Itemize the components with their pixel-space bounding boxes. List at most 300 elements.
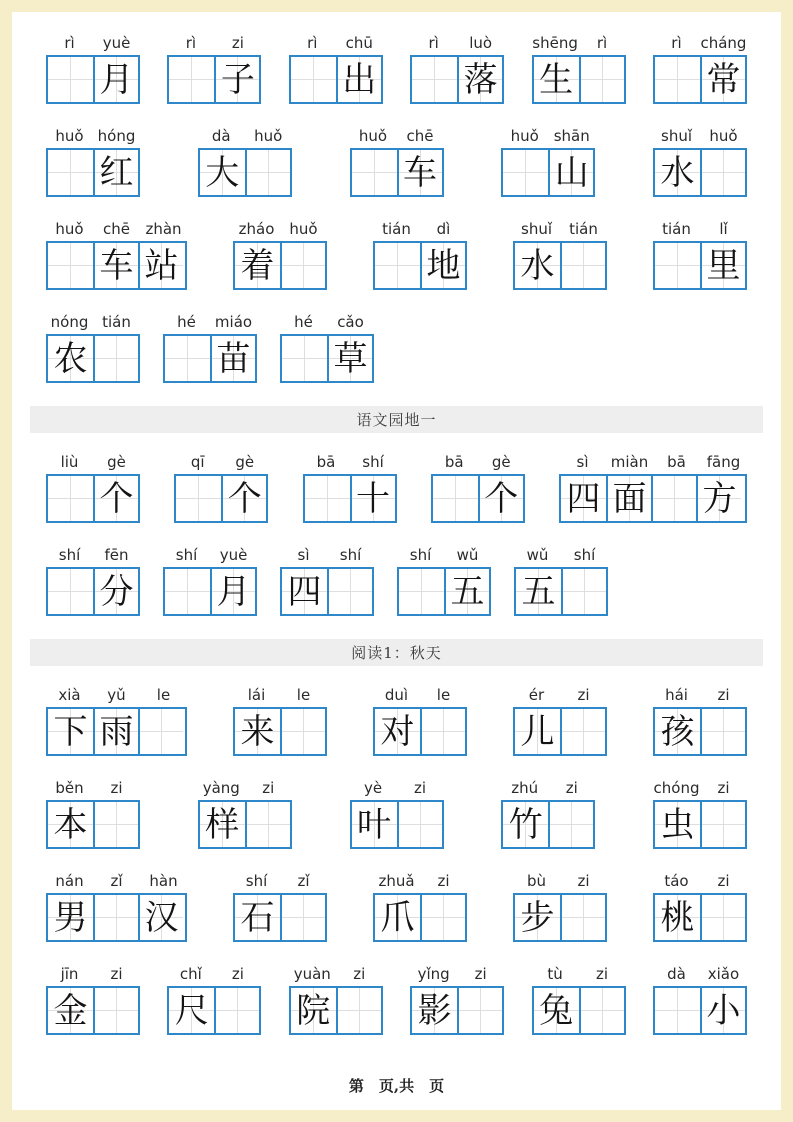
- char-cell: 农: [48, 336, 93, 381]
- char-cell: 小: [700, 988, 745, 1033]
- pinyin-syllable: yuàn: [293, 965, 331, 983]
- word-group: [167, 34, 261, 104]
- char-cell-empty: [651, 476, 696, 521]
- pinyin-row: [46, 34, 140, 52]
- pinyin-syllable: hái: [665, 686, 688, 704]
- pinyin-syllable: rì: [307, 34, 318, 52]
- char-cell: 月: [93, 57, 138, 102]
- word-row: [46, 313, 747, 383]
- char-cell-empty: [561, 569, 606, 614]
- word-group: [46, 779, 140, 849]
- pinyin-syllable: hóng: [97, 127, 136, 145]
- char-grid: [46, 55, 140, 104]
- char-cell-empty: [420, 895, 465, 940]
- pinyin-row: [397, 546, 491, 564]
- word-group: [233, 220, 327, 290]
- char-grid: [653, 707, 747, 756]
- pinyin-row: [163, 546, 257, 564]
- pinyin-syllable: sì: [297, 546, 310, 564]
- pinyin-syllable: zi: [231, 965, 244, 983]
- pinyin-row: [373, 686, 467, 704]
- word-group: [303, 453, 397, 523]
- char-cell: 汉: [138, 895, 183, 940]
- char-cell: 车: [93, 243, 138, 288]
- pinyin-row: [198, 779, 292, 797]
- pinyin-row: [233, 220, 327, 238]
- pinyin-syllable: hàn: [149, 872, 178, 890]
- word-group: [373, 872, 467, 942]
- char-cell-empty: [48, 476, 93, 521]
- section-header: [30, 406, 763, 433]
- char-cell: 里: [700, 243, 745, 288]
- word-group: [653, 34, 747, 104]
- char-cell: 红: [93, 150, 138, 195]
- word-group: [653, 127, 747, 197]
- word-row: [46, 34, 747, 104]
- char-cell-empty: [420, 709, 465, 754]
- char-cell-empty: [336, 988, 381, 1033]
- char-grid: [233, 893, 327, 942]
- pinyin-syllable: yàng: [202, 779, 240, 797]
- pinyin-row: [198, 127, 292, 145]
- char-cell: 雨: [93, 709, 138, 754]
- word-group: [559, 453, 747, 523]
- pinyin-row: [653, 220, 747, 238]
- pinyin-syllable: le: [296, 686, 311, 704]
- char-cell-empty: [375, 243, 420, 288]
- char-cell: 步: [515, 895, 560, 940]
- char-grid: [163, 334, 257, 383]
- pinyin-syllable: běn: [55, 779, 84, 797]
- pinyin-row: [46, 872, 187, 890]
- pinyin-syllable: shí: [362, 453, 384, 471]
- char-cell: 车: [397, 150, 442, 195]
- pinyin-row: [653, 34, 747, 52]
- pinyin-row: [373, 872, 467, 890]
- char-cell-empty: [457, 988, 502, 1033]
- char-grid: [513, 707, 607, 756]
- word-group: [653, 686, 747, 756]
- char-grid: [501, 148, 595, 197]
- char-cell: 子: [214, 57, 259, 102]
- char-grid: [410, 55, 504, 104]
- pinyin-row: [410, 34, 504, 52]
- pinyin-syllable: chē: [406, 127, 434, 145]
- word-group: [397, 546, 491, 616]
- pinyin-row: [163, 313, 257, 331]
- pinyin-row: [653, 779, 747, 797]
- word-group: [163, 313, 257, 383]
- pinyin-syllable: chū: [345, 34, 373, 52]
- pinyin-syllable: cǎo: [337, 313, 364, 331]
- char-grid: [289, 55, 383, 104]
- char-cell: 出: [336, 57, 381, 102]
- word-group: [653, 872, 747, 942]
- pinyin-syllable: zhú: [511, 779, 539, 797]
- char-grid: [653, 241, 747, 290]
- char-cell: 站: [138, 243, 183, 288]
- char-cell-empty: [655, 57, 700, 102]
- word-group: [174, 453, 268, 523]
- char-cell: 十: [350, 476, 395, 521]
- pinyin-row: [46, 546, 140, 564]
- pinyin-syllable: dì: [436, 220, 451, 238]
- char-cell: 影: [412, 988, 457, 1033]
- pinyin-row: [513, 686, 607, 704]
- char-cell: 男: [48, 895, 93, 940]
- char-grid: [559, 474, 747, 523]
- pinyin-row: [280, 546, 374, 564]
- pinyin-syllable: huǒ: [358, 127, 388, 145]
- pinyin-row: [559, 453, 747, 471]
- char-cell-empty: [245, 802, 290, 847]
- char-cell: 个: [93, 476, 138, 521]
- pinyin-syllable: zi: [353, 965, 366, 983]
- char-cell-empty: [503, 150, 548, 195]
- pinyin-syllable: shí: [573, 546, 596, 564]
- char-cell: 叶: [352, 802, 397, 847]
- pinyin-row: [653, 127, 747, 145]
- word-group: [46, 965, 140, 1035]
- char-cell: 对: [375, 709, 420, 754]
- pinyin-row: [373, 220, 467, 238]
- char-cell-empty: [433, 476, 478, 521]
- pinyin-syllable: zhuǎ: [378, 872, 415, 890]
- char-cell-empty: [560, 709, 605, 754]
- pinyin-syllable: gè: [491, 453, 511, 471]
- pinyin-syllable: zi: [474, 965, 487, 983]
- pinyin-syllable: gè: [107, 453, 126, 471]
- char-cell: 四: [561, 476, 606, 521]
- word-group: [350, 779, 444, 849]
- char-grid: [233, 707, 327, 756]
- pinyin-syllable: rì: [185, 34, 197, 52]
- pinyin-syllable: huǒ: [55, 127, 84, 145]
- char-cell-empty: [138, 709, 183, 754]
- word-group: [653, 220, 747, 290]
- char-grid: [653, 800, 747, 849]
- word-group: [46, 34, 140, 104]
- char-cell-empty: [399, 569, 444, 614]
- word-group: [410, 965, 504, 1035]
- char-cell: 生: [534, 57, 579, 102]
- pinyin-row: [501, 779, 595, 797]
- word-group: [167, 965, 261, 1035]
- char-cell-empty: [291, 57, 336, 102]
- pinyin-syllable: bā: [667, 453, 686, 471]
- char-cell: 竹: [503, 802, 548, 847]
- word-group: [373, 686, 467, 756]
- word-group: [46, 872, 187, 942]
- pinyin-syllable: hé: [294, 313, 313, 331]
- pinyin-syllable: zi: [717, 779, 730, 797]
- pinyin-syllable: zi: [110, 779, 123, 797]
- pinyin-syllable: rì: [428, 34, 439, 52]
- char-cell-empty: [560, 243, 605, 288]
- char-grid: [167, 986, 261, 1035]
- char-grid: [397, 567, 491, 616]
- word-row: [46, 127, 747, 197]
- char-cell-empty: [169, 57, 214, 102]
- pinyin-syllable: rì: [596, 34, 608, 52]
- char-grid: [46, 334, 140, 383]
- char-grid: [514, 567, 608, 616]
- char-cell: 爪: [375, 895, 420, 940]
- word-group: [532, 965, 626, 1035]
- pinyin-syllable: fēn: [104, 546, 129, 564]
- section-header: [30, 639, 763, 666]
- char-grid: [653, 55, 747, 104]
- pinyin-row: [431, 453, 525, 471]
- pinyin-syllable: shí: [339, 546, 362, 564]
- section-label: 语文园地一: [356, 411, 437, 429]
- pinyin-syllable: zi: [717, 872, 730, 890]
- char-cell: 方: [696, 476, 741, 521]
- char-cell-empty: [655, 243, 700, 288]
- pinyin-syllable: táo: [664, 872, 689, 890]
- pinyin-syllable: zi: [413, 779, 427, 797]
- pinyin-syllable: huǒ: [709, 127, 738, 145]
- pinyin-syllable: shí: [245, 872, 268, 890]
- char-grid: [46, 241, 187, 290]
- pinyin-syllable: gè: [235, 453, 255, 471]
- char-grid: [46, 800, 140, 849]
- pinyin-syllable: shēng: [532, 34, 578, 52]
- char-cell: 落: [457, 57, 502, 102]
- pinyin-row: [532, 34, 626, 52]
- word-row: [46, 453, 747, 523]
- pinyin-syllable: hé: [177, 313, 196, 331]
- char-cell-empty: [48, 243, 93, 288]
- pinyin-syllable: zi: [437, 872, 450, 890]
- pinyin-syllable: nán: [55, 872, 84, 890]
- pinyin-row: [289, 965, 383, 983]
- word-group: [233, 686, 327, 756]
- char-grid: [532, 986, 626, 1035]
- word-group: [513, 686, 607, 756]
- char-cell-empty: [700, 150, 745, 195]
- pinyin-syllable: qī: [190, 453, 205, 471]
- char-cell-empty: [352, 150, 397, 195]
- pinyin-row: [350, 127, 444, 145]
- pinyin-syllable: duì: [384, 686, 409, 704]
- char-cell: 儿: [515, 709, 560, 754]
- char-cell-empty: [327, 569, 372, 614]
- word-group: [46, 546, 140, 616]
- pinyin-syllable: tián: [382, 220, 411, 238]
- char-grid: [373, 893, 467, 942]
- pinyin-row: [280, 313, 374, 331]
- pinyin-syllable: lái: [247, 686, 266, 704]
- word-group: [653, 965, 747, 1035]
- char-grid: [410, 986, 504, 1035]
- char-cell: 常: [700, 57, 745, 102]
- char-grid: [46, 567, 140, 616]
- word-row: [46, 779, 747, 849]
- pinyin-row: [233, 872, 327, 890]
- word-group: [373, 220, 467, 290]
- char-grid: [46, 893, 187, 942]
- char-cell: 样: [200, 802, 245, 847]
- pinyin-syllable: yǔ: [107, 686, 126, 704]
- char-cell: 来: [235, 709, 280, 754]
- pinyin-syllable: sì: [576, 453, 589, 471]
- pinyin-row: [513, 872, 607, 890]
- char-cell-empty: [165, 569, 210, 614]
- word-group: [501, 127, 595, 197]
- char-cell: 下: [48, 709, 93, 754]
- pinyin-row: [233, 686, 327, 704]
- char-grid: [198, 800, 292, 849]
- pinyin-syllable: liù: [60, 453, 79, 471]
- char-cell: 地: [420, 243, 465, 288]
- char-grid: [280, 334, 374, 383]
- pinyin-row: [653, 872, 747, 890]
- pinyin-syllable: huǒ: [254, 127, 283, 145]
- word-row: [46, 220, 747, 290]
- char-cell-empty: [280, 243, 325, 288]
- pinyin-syllable: xià: [58, 686, 81, 704]
- char-cell: 大: [200, 150, 245, 195]
- pinyin-syllable: zi: [717, 686, 730, 704]
- char-cell-empty: [280, 895, 325, 940]
- char-cell-empty: [560, 895, 605, 940]
- pinyin-syllable: zhàn: [145, 220, 182, 238]
- char-cell-empty: [579, 57, 624, 102]
- pinyin-row: [167, 34, 261, 52]
- pinyin-row: [514, 546, 608, 564]
- char-cell-empty: [93, 336, 138, 381]
- pinyin-syllable: zi: [110, 965, 123, 983]
- char-grid: [46, 986, 140, 1035]
- char-cell: 本: [48, 802, 93, 847]
- char-cell-empty: [700, 802, 745, 847]
- pinyin-syllable: bā: [444, 453, 464, 471]
- pinyin-syllable: ér: [528, 686, 545, 704]
- pinyin-row: [46, 313, 140, 331]
- word-group: [198, 779, 292, 849]
- pinyin-syllable: zǐ: [110, 872, 123, 890]
- word-group: [46, 127, 140, 197]
- pinyin-row: [513, 220, 607, 238]
- char-cell-empty: [280, 709, 325, 754]
- char-cell: 月: [210, 569, 255, 614]
- char-cell-empty: [93, 988, 138, 1033]
- char-grid: [46, 148, 140, 197]
- pinyin-syllable: zǐ: [297, 872, 310, 890]
- char-cell-empty: [397, 802, 442, 847]
- pinyin-syllable: shí: [58, 546, 81, 564]
- pinyin-syllable: yuè: [102, 34, 131, 52]
- pinyin-row: [46, 965, 140, 983]
- char-grid: [303, 474, 397, 523]
- pinyin-syllable: huǒ: [55, 220, 84, 238]
- char-grid: [46, 474, 140, 523]
- pinyin-syllable: cháng: [700, 34, 747, 52]
- char-cell: 面: [606, 476, 651, 521]
- page-footer: 第 页,共 页: [348, 1077, 445, 1095]
- pinyin-syllable: zháo: [238, 220, 275, 238]
- pinyin-syllable: shuǐ: [661, 127, 692, 145]
- char-cell: 四: [282, 569, 327, 614]
- pinyin-syllable: zi: [577, 686, 590, 704]
- pinyin-syllable: miàn: [610, 453, 649, 471]
- word-group: [233, 872, 327, 942]
- pinyin-row: [46, 686, 187, 704]
- pinyin-syllable: wǔ: [526, 546, 549, 564]
- char-grid: [174, 474, 268, 523]
- pinyin-row: [46, 453, 140, 471]
- word-group: [514, 546, 608, 616]
- char-cell: 五: [444, 569, 489, 614]
- char-grid: [46, 707, 187, 756]
- char-cell: 尺: [169, 988, 214, 1033]
- word-group: [163, 546, 257, 616]
- char-grid: [280, 567, 374, 616]
- word-group: [431, 453, 525, 523]
- pinyin-row: [46, 779, 140, 797]
- char-grid: [163, 567, 257, 616]
- section-label: 阅读1：秋天: [351, 644, 442, 662]
- word-group: [46, 313, 140, 383]
- pinyin-syllable: zi: [262, 779, 275, 797]
- char-cell-empty: [48, 57, 93, 102]
- char-cell-empty: [305, 476, 350, 521]
- char-cell-empty: [655, 988, 700, 1033]
- word-group: [280, 313, 374, 383]
- word-group: [46, 220, 187, 290]
- char-cell-empty: [93, 802, 138, 847]
- pinyin-syllable: shí: [409, 546, 432, 564]
- worksheet-body: [12, 12, 781, 1110]
- pinyin-syllable: tián: [662, 220, 691, 238]
- pinyin-syllable: bù: [526, 872, 547, 890]
- char-cell-empty: [548, 802, 593, 847]
- pinyin-syllable: rì: [64, 34, 75, 52]
- char-cell: 兔: [534, 988, 579, 1033]
- char-cell: 苗: [210, 336, 255, 381]
- word-group: [513, 872, 607, 942]
- pinyin-syllable: zi: [577, 872, 590, 890]
- word-group: [280, 546, 374, 616]
- word-row: [46, 965, 747, 1035]
- word-group: [46, 686, 187, 756]
- word-row: [46, 686, 747, 756]
- pinyin-syllable: rì: [671, 34, 682, 52]
- pinyin-syllable: chóng: [653, 779, 700, 797]
- char-grid: [350, 800, 444, 849]
- pinyin-row: [653, 686, 747, 704]
- pinyin-row: [46, 127, 140, 145]
- word-row: [46, 872, 747, 942]
- pinyin-row: [350, 779, 444, 797]
- pinyin-syllable: luò: [469, 34, 493, 52]
- char-cell-empty: [176, 476, 221, 521]
- pinyin-syllable: bā: [316, 453, 336, 471]
- word-group: [653, 779, 747, 849]
- word-group: [532, 34, 626, 104]
- char-cell: 五: [516, 569, 561, 614]
- char-cell: 桃: [655, 895, 700, 940]
- char-cell-empty: [412, 57, 457, 102]
- pinyin-syllable: zi: [565, 779, 578, 797]
- pinyin-row: [653, 965, 747, 983]
- pinyin-row: [289, 34, 383, 52]
- pinyin-syllable: fāng: [706, 453, 741, 471]
- char-cell: 院: [291, 988, 336, 1033]
- char-cell: 水: [655, 150, 700, 195]
- pinyin-row: [410, 965, 504, 983]
